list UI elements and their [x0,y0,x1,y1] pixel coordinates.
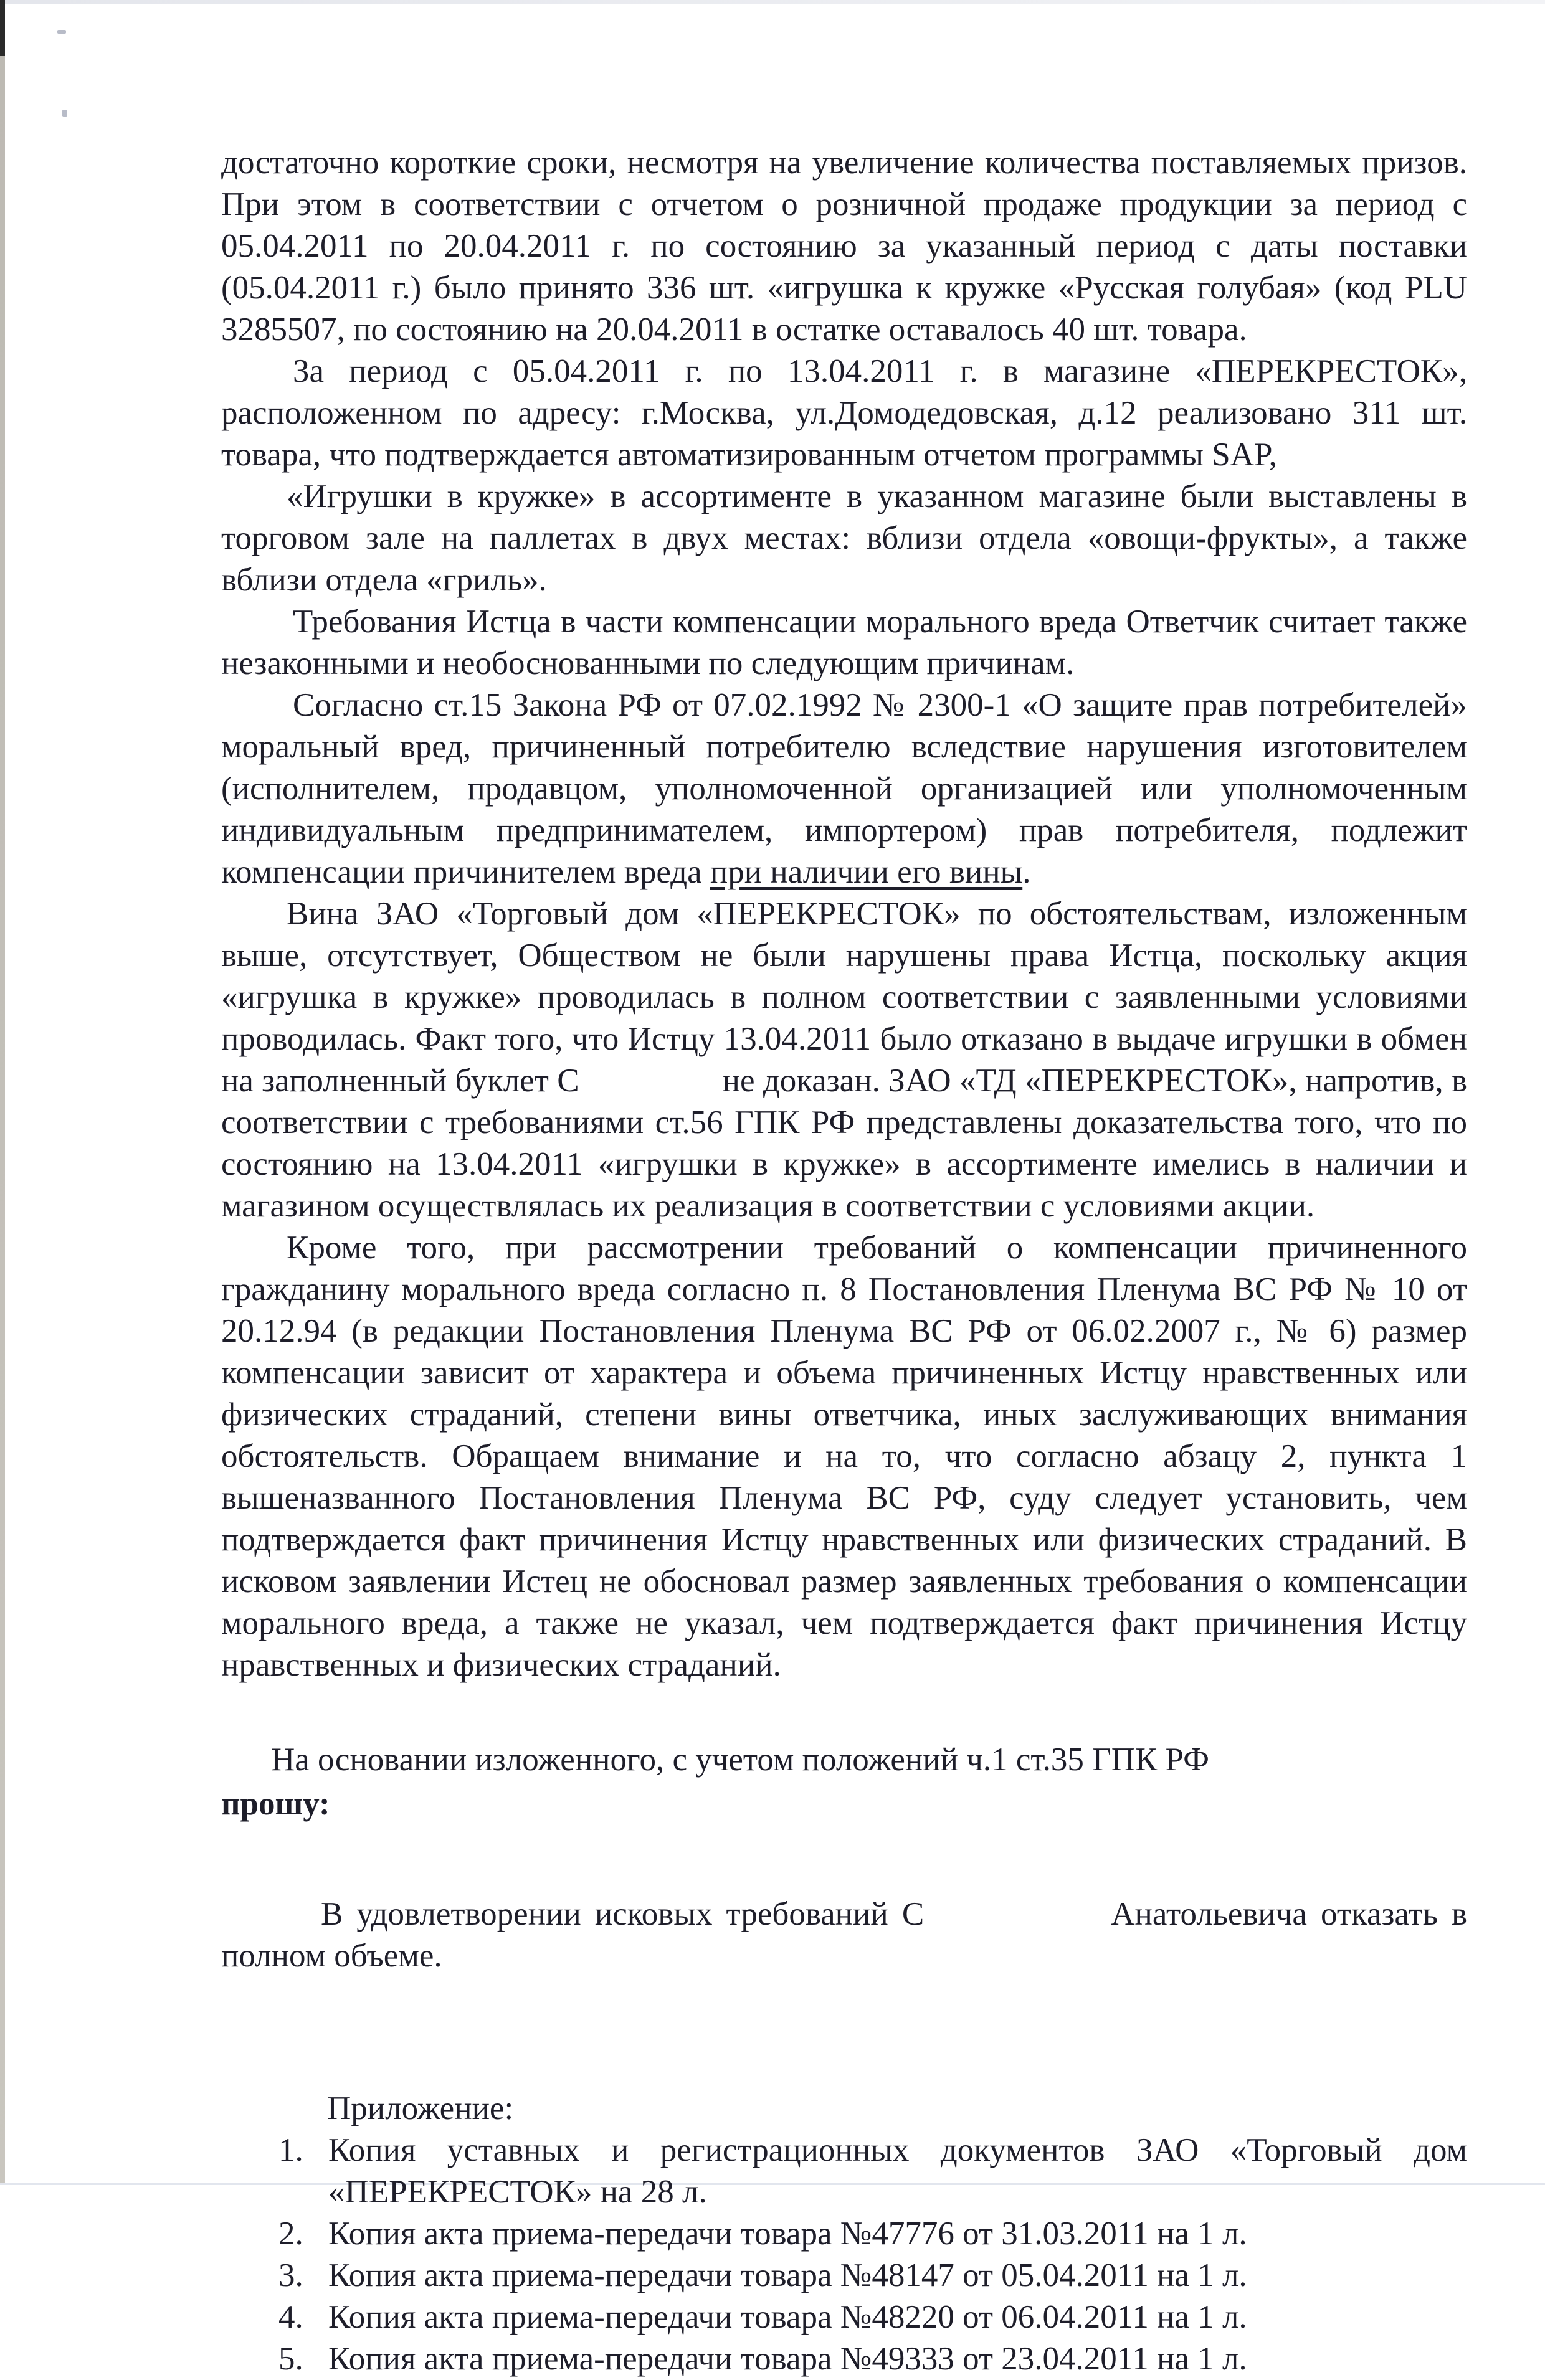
paragraph-consumer-law [221,685,1467,893]
paragraph-store-sales: За период с 05.04.2011 г. по 13.04.2011 г. в магазине «ПЕРЕКРЕСТОК», расположенном по адресу: г.Москва, ул.Домодедовская, д.12 реализовано 311 шт. товара, что подтверждается автоматизированным отчетом программы SAP, [221,353,1467,473]
no-fault-text-end: не доказан. ЗАО «ТД «ПЕРЕКРЕСТОК», напротив, в соответствии с требованиями ст.56 ГПК РФ представлены доказательства того, что по состоянию на 13.04.2011 «игрушки в кружке» в ассортименте имелись в наличии и магазином осуществлялась их реализация в соответствии с условиями акции. [221,1063,1467,1224]
scan-edge-top [5,0,1545,4]
annex-item-text: Копия акта приема-передачи товара №49333 от 23.04.2011 на 1 л. [328,2341,1247,2377]
annex-item-text: Копия уставных и регистрационных документов ЗАО «Торговый дом «ПЕРЕКРЕСТОК» на 28 л. [328,2132,1467,2210]
consumer-law-end: . [1022,854,1031,890]
annex-list [221,2130,1467,2380]
annex-item-text: Копия акта приема-передачи товара №47776 от 31.03.2011 на 1 л. [328,2216,1247,2252]
annex-item [221,2297,1467,2338]
annex-item [221,2213,1467,2255]
underlined-fault-phrase: при наличии его вины [710,854,1023,890]
paragraph-plenum-resolution: Кроме того, при рассмотрении требований о компенсации причиненного гражданину морального вреда согласно п. 8 Постановления Пленума ВС РФ № 10 от 20.12.94 (в редакции Постановления Пленума ВС РФ от 06.02.2007 г., № 6) размер компенсации зависит от характера и объема причиненных Истцу нравственных или физических страданий, степени вины ответчика, иных заслуживающих внимания обстоятельств. Обращаем внимание и на то, что согласно абзацу 2, пункта 1 вышеназванного Постановления Пленума ВС РФ, суду следует установить, чем подтверждается факт причинения Истцу нравственных или физических страданий. В исковом заявлении Истец не обосновал размер заявленных требования о компенсации морального вреда, а также не указал, чем подтверждается факт причинения Истцу нравственных и физических страданий. [221,1230,1467,1683]
paragraph-no-fault [221,893,1467,1227]
basis-statement: На основании изложенного, с учетом положений ч.1 ст.35 ГПК РФ [271,1742,1210,1778]
annex-item-number: 2. [278,2216,303,2252]
consumer-law-text: Согласно ст.15 Закона РФ от 07.02.1992 № 2300-1 «О защите прав потребителей» моральный вред, причиненный потребителю вследствие нарушения изготовителем (исполнителем, продавцом, уполномоченной организацией или уполномоченным индивидуальным предпринимателем, импортером) прав потребителя, подлежит компенсации причинителем вреда [221,687,1467,890]
paragraph-display-locations: «Игрушки в кружке» в ассортименте в указанном магазине были выставлены в торговом зале на паллетах в двух местах: вблизи отдела «овощи-фрукты», а также вблизи отдела «гриль». [221,478,1467,598]
annex-item-number: 3. [278,2257,303,2293]
annex-item [221,2255,1467,2297]
scan-edge-left [0,0,5,2185]
annex-item-text: Копия акта приема-передачи товара №48220 от 06.04.2011 на 1 л. [328,2299,1247,2335]
document-page [221,142,1467,2380]
annex-item [221,2338,1467,2380]
claim-statement [221,1894,1467,1977]
scan-speck [62,110,67,117]
redacted-name [924,1924,1111,1925]
paragraph-prizes-report: достаточно короткие сроки, несмотря на увеличение количества поставляемых призов. При этом в соответствии с отчетом о розничной продаже продукции за период с 05.04.2011 по 20.04.2011 г. по состоянию за указанный период с даты поставки (05.04.2011 г.) было принято 336 шт. «игрушка к кружке «Русская голубая» (код PLU 3285507, по состоянию на 20.04.2011 в остатке оставалось 40 шт. товара. [221,145,1467,348]
claim-text-end: Анатольевича отказать в полном объеме. [221,1896,1467,1974]
annex-item-number: 4. [278,2299,303,2335]
no-fault-text-start: Вина ЗАО «Торговый дом «ПЕРЕКРЕСТОК» по обстоятельствам, изложенным выше, отсутствует, Обществом не были нарушены права Истца, поскольку акция «игрушка в кружке» проводилась в полном соответствии с заявленными условиями проводилась. Факт того, что Истцу 13.04.2011 было отказано в выдаче игрушки в обмен на заполненный буклет С [221,896,1467,1099]
request-heading: прошу: [221,1786,330,1822]
annex-item-number: 5. [278,2341,303,2377]
paragraph-moral-damage-claims: Требования Истца в части компенсации морального вреда Ответчик считает также незаконными и необоснованными по следующим причинам. [221,604,1467,681]
scan-speck [57,30,66,34]
annex-item [221,2130,1467,2213]
annex-item-number: 1. [278,2132,303,2168]
annex-item-text: Копия акта приема-передачи товара №48147 от 05.04.2011 на 1 л. [328,2257,1247,2293]
claim-text-start: В удовлетворении исковых требований С [321,1896,925,1932]
annex-title: Приложение: [327,2090,514,2126]
